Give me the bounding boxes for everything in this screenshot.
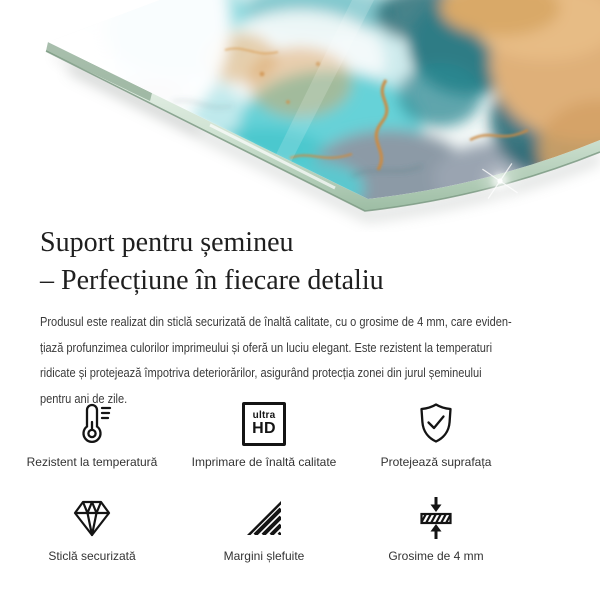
feature-grid — [6, 398, 522, 564]
description-line: pentru ani de zile. — [40, 390, 128, 406]
page-title-line1: Suport pentru șemineu — [40, 227, 294, 258]
ultra-hd-icon — [242, 398, 286, 450]
feature-protection — [350, 398, 522, 470]
thickness-icon — [412, 492, 460, 544]
feature-polished-edges — [178, 492, 350, 564]
polished-edges-icon — [240, 492, 288, 544]
glass-panel-image — [0, 0, 600, 232]
feature-tempered-glass — [6, 492, 178, 564]
page-title-line2: – Perfecțiune în fiecare detaliu — [40, 265, 384, 296]
feature-print-quality — [178, 398, 350, 470]
feature-temperature — [6, 398, 178, 470]
product-photo — [0, 0, 600, 232]
thermometer-icon — [68, 398, 116, 450]
description-line: țiază profunzimea culorilor imprimeului și oferă un luciu elegant. Este rezistent la temperaturi — [40, 339, 493, 355]
feature-label: Sticlă securizată — [48, 549, 136, 563]
feature-thickness — [350, 492, 522, 564]
feature-label: Imprimare de înaltă calitate — [191, 455, 337, 469]
description-line: ridicate și protejează împotriva deteriorărilor, asigurând protecția zonei din jurul șemineului — [40, 365, 482, 380]
product-description-text — [40, 309, 584, 411]
ultra-hd-icon-text-bottom: HD — [252, 420, 276, 437]
feature-label: Rezistent la temperatură — [26, 455, 158, 469]
diamond-icon — [68, 492, 116, 544]
feature-label: Margini șlefuite — [223, 549, 305, 563]
description-line: Produsul este realizat din sticlă securizată de înaltă calitate, cu o grosime de 4 mm, care eviden- — [40, 314, 512, 329]
shield-check-icon — [412, 398, 460, 450]
feature-label: Protejează suprafața — [380, 455, 492, 469]
ultra-hd-icon-text-top: ultra — [252, 410, 276, 421]
page-title — [40, 224, 580, 300]
feature-label: Grosime de 4 mm — [388, 549, 484, 563]
